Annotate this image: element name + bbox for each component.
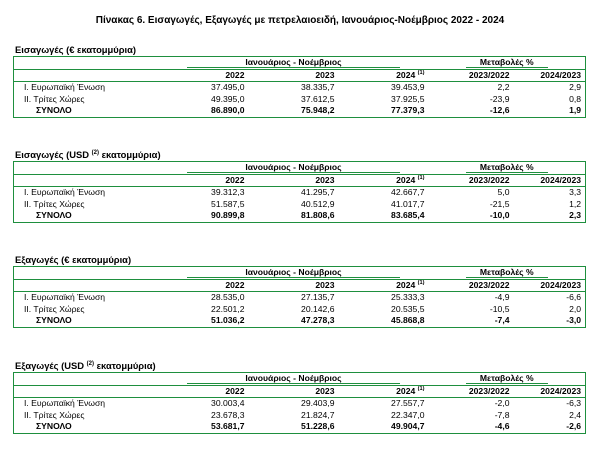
table-cell: 53.681,7 bbox=[211, 421, 245, 432]
table-cell: 0,8 bbox=[569, 93, 582, 104]
table-cell: 37.925,5 bbox=[391, 93, 425, 104]
column-header-row bbox=[14, 174, 586, 187]
column-header: 2024/2023 bbox=[514, 69, 586, 82]
table-cell: 41.017,7 bbox=[391, 198, 425, 209]
data-table bbox=[13, 266, 586, 328]
table-cell: -23,9 bbox=[489, 93, 510, 104]
column-header: 2024 $^{(1)}$ bbox=[339, 174, 429, 187]
table-cell: 75.948,2 bbox=[301, 105, 335, 116]
column-header-row bbox=[14, 279, 586, 292]
table-cell: -10,5 bbox=[489, 303, 510, 314]
section-title-part: Εισαγωγές (USD bbox=[15, 149, 92, 160]
table-row bbox=[14, 292, 586, 304]
table-cell: 51.036,2 bbox=[211, 315, 245, 326]
table-cell: 86.890,0 bbox=[211, 105, 245, 116]
section-title: Εξαγωγές (€ εκατομμύρια) bbox=[15, 254, 132, 265]
table-cell: 47.278,3 bbox=[301, 315, 335, 326]
row-label: ΙΙ. Τρίτες Χώρες bbox=[24, 198, 85, 209]
table-cell: -7,8 bbox=[494, 409, 510, 420]
table-row bbox=[14, 210, 586, 222]
table-cell: 28.535,0 bbox=[211, 292, 245, 303]
header-row bbox=[14, 57, 586, 70]
document-title: Πίνακας 6. Εισαγωγές, Εξαγωγές με πετρελαιοειδή, Ιανουάριος-Νοέμβριος 2022 - 2024 bbox=[95, 15, 505, 26]
table-cell: 2,4 bbox=[569, 409, 582, 420]
section-title-part: εκατομμύρια) bbox=[94, 360, 156, 371]
table-cell: 42.667,7 bbox=[391, 187, 425, 198]
column-header: 2023/2022 bbox=[429, 279, 514, 292]
column-header: 2022 bbox=[159, 174, 249, 187]
table-row bbox=[14, 304, 586, 316]
column-header: 2023 bbox=[249, 279, 339, 292]
table-cell: 37.612,5 bbox=[301, 93, 335, 104]
table-cell: 2,0 bbox=[569, 303, 582, 314]
table-cell: 3,3 bbox=[569, 187, 582, 198]
footnote-marker: (2) bbox=[86, 361, 94, 367]
column-header: 2023 bbox=[249, 385, 339, 398]
table-cell: 1,9 bbox=[569, 105, 582, 116]
table-cell: -21,5 bbox=[489, 198, 510, 209]
column-header: 2024/2023 bbox=[514, 385, 586, 398]
table-cell: 90.899,8 bbox=[211, 210, 245, 221]
column-header: 2024/2023 bbox=[514, 174, 586, 187]
column-header: 2024 $^{(1)}$ bbox=[339, 279, 429, 292]
row-label: ΣΥΝΟΛΟ bbox=[36, 315, 72, 326]
changes-header: Μεταβολές % bbox=[429, 162, 586, 175]
changes-header: Μεταβολές % bbox=[429, 57, 586, 70]
table-cell: 1,2 bbox=[569, 198, 582, 209]
column-header: 2023/2022 bbox=[429, 385, 514, 398]
table-cell: -4,9 bbox=[494, 292, 510, 303]
column-header: 2022 bbox=[159, 385, 249, 398]
column-header: 2024 $^{(1)}$ bbox=[339, 69, 429, 82]
table-row bbox=[14, 187, 586, 199]
table-cell: 25.333,3 bbox=[391, 292, 425, 303]
section-title-part: Εξαγωγές (USD bbox=[15, 360, 87, 371]
period-header: Ιανουάριος - Νοέμβριος bbox=[159, 57, 429, 70]
data-table bbox=[13, 372, 586, 434]
changes-header: Μεταβολές % bbox=[429, 267, 586, 280]
changes-header: Μεταβολές % bbox=[429, 373, 586, 386]
table-cell: 49.904,7 bbox=[391, 421, 425, 432]
table-cell: 29.403,9 bbox=[301, 398, 335, 409]
table-cell: 30.003,4 bbox=[211, 398, 245, 409]
section-title-part: εκατομμύρια) bbox=[98, 149, 161, 160]
table-cell: 22.501,2 bbox=[211, 303, 245, 314]
header-row bbox=[14, 267, 586, 280]
row-label: ΙΙ. Τρίτες Χώρες bbox=[24, 303, 85, 314]
section-title bbox=[13, 359, 585, 372]
header-row bbox=[14, 373, 586, 386]
table-cell: -4,6 bbox=[494, 421, 510, 432]
column-header-row bbox=[14, 69, 586, 82]
table-cell: -12,6 bbox=[489, 105, 510, 116]
table-cell: 77.379,3 bbox=[391, 105, 425, 116]
table-cell: 51.587,5 bbox=[211, 198, 245, 209]
table-cell: 20.535,5 bbox=[391, 303, 425, 314]
row-label: Ι. Ευρωπαϊκή Ένωση bbox=[24, 398, 106, 409]
data-table bbox=[13, 56, 586, 118]
row-label: ΣΥΝΟΛΟ bbox=[36, 105, 72, 116]
row-label: ΙΙ. Τρίτες Χώρες bbox=[24, 409, 85, 420]
column-header: 2024/2023 bbox=[514, 279, 586, 292]
table-row bbox=[14, 82, 586, 94]
table-cell: 39.312,3 bbox=[211, 187, 245, 198]
table-cell: -2,6 bbox=[566, 421, 582, 432]
footnote-marker: (2) bbox=[91, 150, 99, 156]
table-cell: 5,0 bbox=[497, 187, 510, 198]
table-cell: 22.347,0 bbox=[391, 409, 425, 420]
column-header: 2023/2022 bbox=[429, 69, 514, 82]
table-cell: 39.453,9 bbox=[391, 82, 425, 93]
table-row bbox=[14, 199, 586, 211]
table-cell: 37.495,0 bbox=[211, 82, 245, 93]
table-cell: 49.395,0 bbox=[211, 93, 245, 104]
table-row bbox=[14, 315, 586, 327]
footnote-marker: (1) bbox=[417, 279, 425, 286]
header-row bbox=[14, 162, 586, 175]
table-section bbox=[13, 148, 585, 223]
table-cell: 38.335,7 bbox=[301, 82, 335, 93]
column-header: 2022 bbox=[159, 69, 249, 82]
row-label: Ι. Ευρωπαϊκή Ένωση bbox=[24, 82, 106, 93]
table-row bbox=[14, 94, 586, 106]
row-label: ΣΥΝΟΛΟ bbox=[36, 210, 72, 221]
footnote-marker: (1) bbox=[417, 174, 425, 181]
column-header-row bbox=[14, 385, 586, 398]
table-cell: 41.295,7 bbox=[301, 187, 335, 198]
table-row bbox=[14, 410, 586, 422]
table-cell: -6,3 bbox=[566, 398, 582, 409]
column-header: 2023 bbox=[249, 69, 339, 82]
table-cell: -10,0 bbox=[489, 210, 510, 221]
table-cell: -7,4 bbox=[494, 315, 510, 326]
table-cell: 2,2 bbox=[497, 82, 510, 93]
column-header: 2024 $^{(1)}$ bbox=[339, 385, 429, 398]
row-label: Ι. Ευρωπαϊκή Ένωση bbox=[24, 187, 106, 198]
table-section bbox=[13, 253, 585, 328]
table-cell: 2,9 bbox=[569, 82, 582, 93]
column-header: 2023 bbox=[249, 174, 339, 187]
row-label: Ι. Ευρωπαϊκή Ένωση bbox=[24, 292, 106, 303]
table-cell: 81.808,6 bbox=[301, 210, 335, 221]
footnote-marker: (1) bbox=[417, 385, 425, 392]
data-table bbox=[13, 161, 586, 223]
table-cell: 27.557,7 bbox=[391, 398, 425, 409]
table-cell: -2,0 bbox=[494, 398, 510, 409]
period-header: Ιανουάριος - Νοέμβριος bbox=[159, 373, 429, 386]
table-cell: 23.678,3 bbox=[211, 409, 245, 420]
table-section bbox=[13, 43, 585, 118]
period-header: Ιανουάριος - Νοέμβριος bbox=[159, 267, 429, 280]
column-header: 2022 bbox=[159, 279, 249, 292]
table-row bbox=[14, 398, 586, 410]
footnote-marker: (1) bbox=[417, 69, 425, 76]
column-header: 2023/2022 bbox=[429, 174, 514, 187]
section-title: Εισαγωγές (€ εκατομμύρια) bbox=[15, 44, 137, 55]
table-section bbox=[13, 359, 585, 434]
table-row bbox=[14, 105, 586, 117]
period-header: Ιανουάριος - Νοέμβριος bbox=[159, 162, 429, 175]
table-cell: 83.685,4 bbox=[391, 210, 425, 221]
table-cell: 40.512,9 bbox=[301, 198, 335, 209]
row-label: ΙΙ. Τρίτες Χώρες bbox=[24, 93, 85, 104]
table-cell: 21.824,7 bbox=[301, 409, 335, 420]
table-cell: 45.868,8 bbox=[391, 315, 425, 326]
table-row bbox=[14, 421, 586, 433]
table-cell: 2,3 bbox=[569, 210, 582, 221]
table-cell: -6,6 bbox=[566, 292, 582, 303]
table-cell: 27.135,7 bbox=[301, 292, 335, 303]
section-title bbox=[13, 148, 585, 161]
table-cell: 51.228,6 bbox=[301, 421, 335, 432]
row-label: ΣΥΝΟΛΟ bbox=[36, 421, 72, 432]
table-cell: 20.142,6 bbox=[301, 303, 335, 314]
table-cell: -3,0 bbox=[566, 315, 582, 326]
